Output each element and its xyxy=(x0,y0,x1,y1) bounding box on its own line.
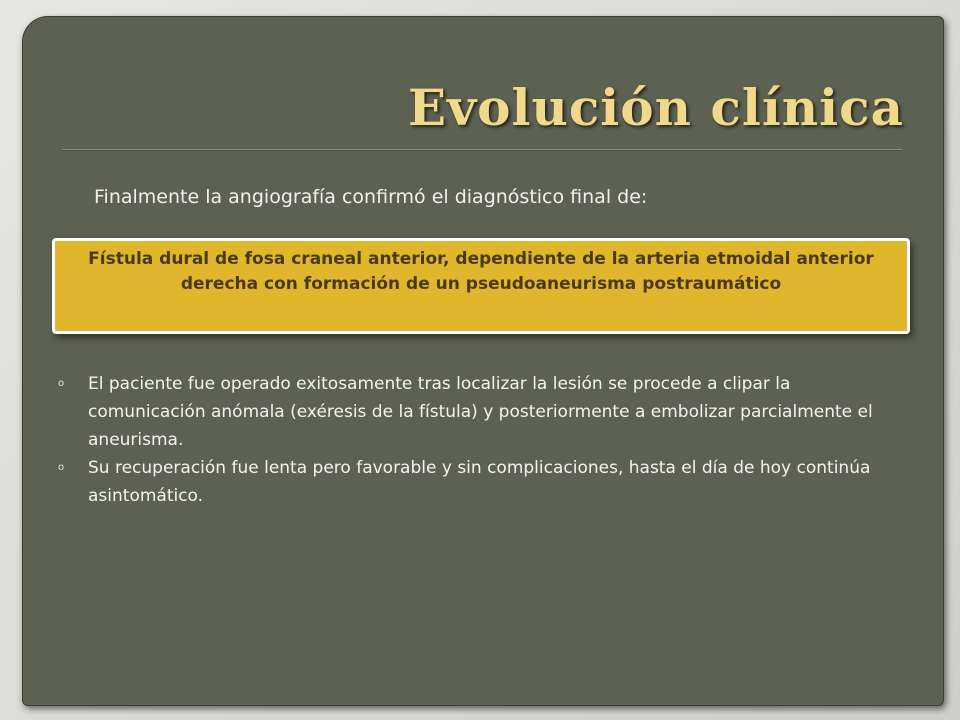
slide xyxy=(22,16,944,706)
bullet-text: Su recuperación fue lenta pero favorable y sin complicaciones, hasta el día de hoy continúa asintomático. xyxy=(88,458,871,506)
bullet-text: El paciente fue operado exitosamente tras localizar la lesión se procede a clipar la comunicación anómala (exéresis de la fístula) y posteriormente a embolizar parcialmente el aneurisma. xyxy=(88,374,873,450)
bullet-marker-icon: o xyxy=(58,462,65,473)
bullet-marker-icon: o xyxy=(58,378,65,389)
slide-subtitle: Finalmente la angiografía confirmó el diagnóstico final de: xyxy=(94,186,648,208)
bullet-item xyxy=(52,454,912,510)
slide-title: Evolución clínica xyxy=(407,78,904,137)
diagnosis-callout: Fístula dural de fosa craneal anterior, dependiente de la arteria etmoidal anterior derecha con formación de un pseudoaneurisma postraumático xyxy=(52,238,910,334)
bullet-list xyxy=(52,370,912,510)
bullet-item xyxy=(52,370,912,454)
title-divider xyxy=(62,149,902,151)
